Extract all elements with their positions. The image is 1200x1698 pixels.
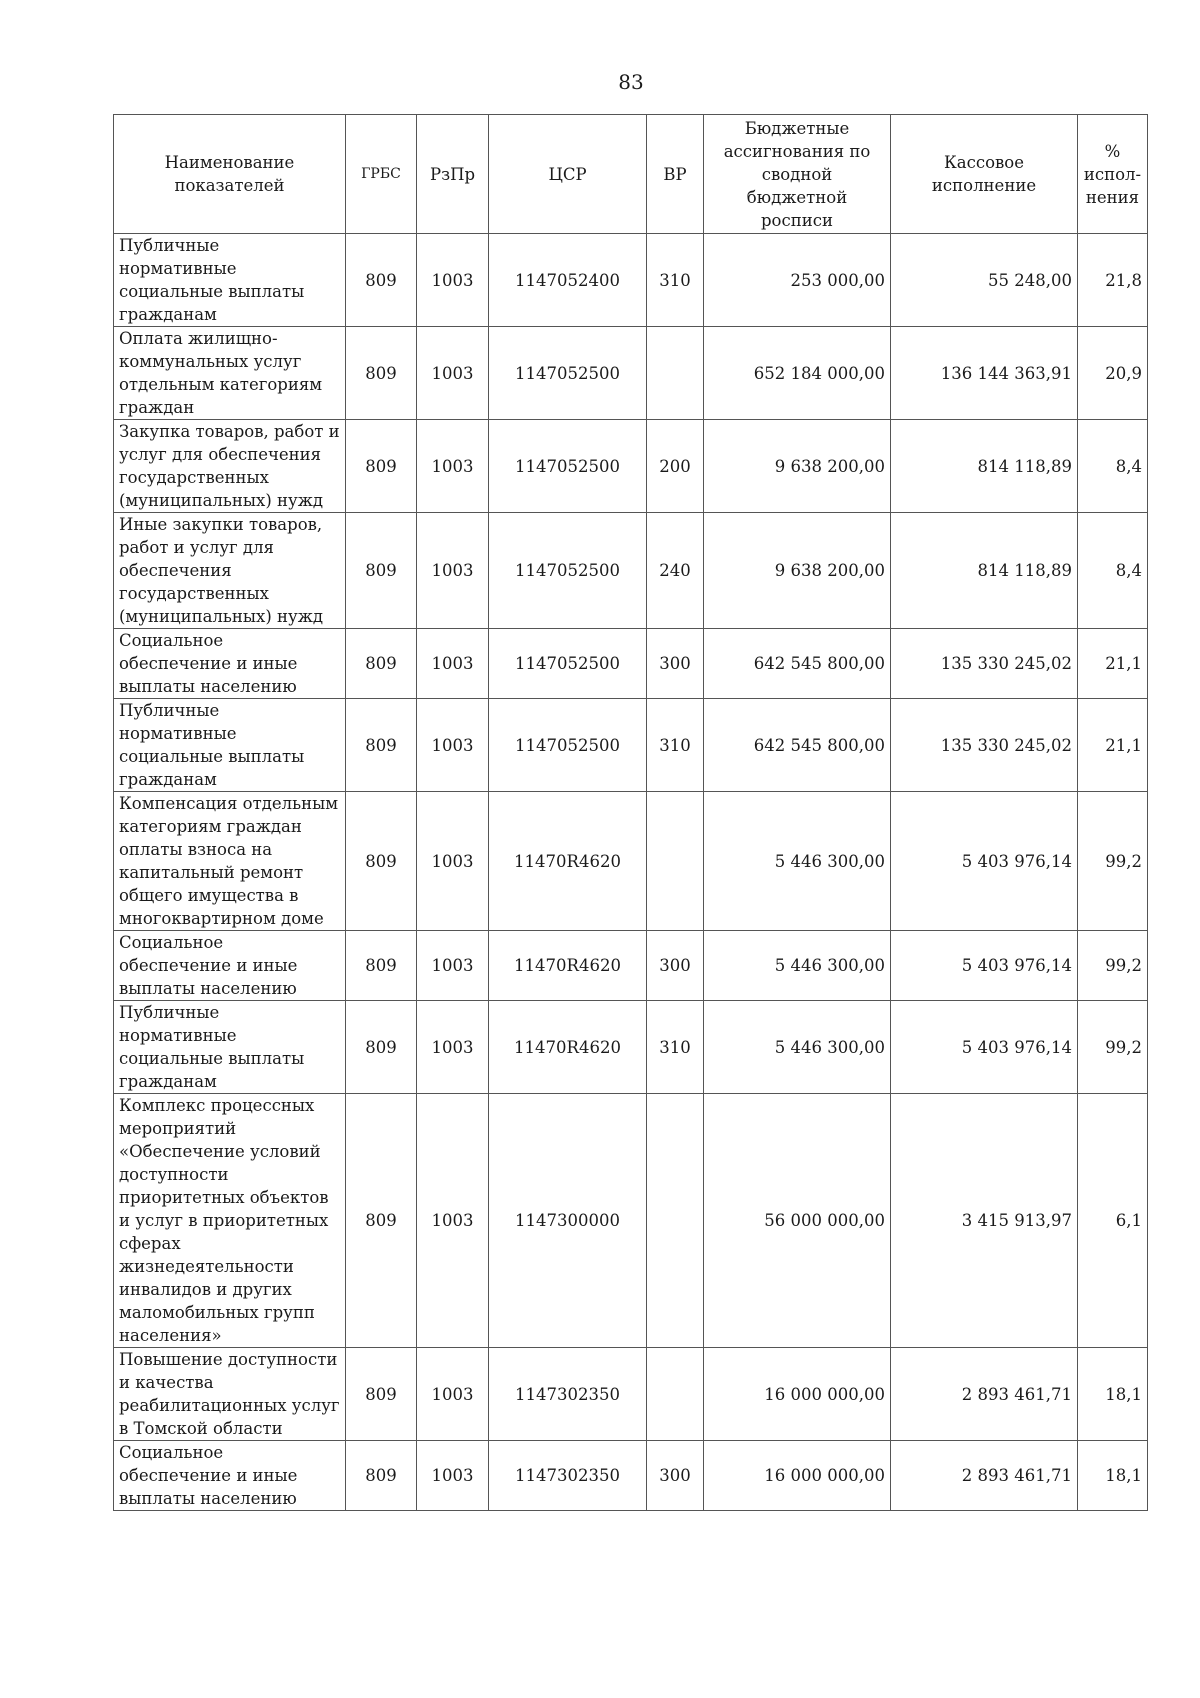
cell-name: Социальное обеспечение и иные выплаты населению (114, 931, 346, 1001)
cell-vr (647, 792, 704, 931)
cell-budget-allocation: 5 446 300,00 (704, 931, 891, 1001)
cell-cash-execution: 3 415 913,97 (891, 1094, 1078, 1348)
cell-name: Закупка товаров, работ и услуг для обеспечения государственных (муниципальных) нужд (114, 420, 346, 513)
cell-grbs: 809 (346, 420, 417, 513)
cell-budget-allocation: 16 000 000,00 (704, 1441, 891, 1511)
cell-rzpr: 1003 (417, 234, 489, 327)
cell-execution-percent: 6,1 (1078, 1094, 1148, 1348)
cell-grbs: 809 (346, 1094, 417, 1348)
table-row (114, 327, 1148, 420)
cell-name: Оплата жилищно-коммунальных услуг отдельным категориям граждан (114, 327, 346, 420)
table-row (114, 1348, 1148, 1441)
header-grbs: ГРБС (346, 115, 417, 234)
cell-cash-execution: 5 403 976,14 (891, 792, 1078, 931)
cell-execution-percent: 99,2 (1078, 931, 1148, 1001)
cell-grbs: 809 (346, 1001, 417, 1094)
cell-name: Повышение доступности и качества реабилитационных услуг в Томской области (114, 1348, 346, 1441)
cell-execution-percent: 21,1 (1078, 629, 1148, 699)
cell-vr (647, 327, 704, 420)
cell-grbs: 809 (346, 629, 417, 699)
cell-csr: 1147300000 (489, 1094, 647, 1348)
cell-csr: 1147052500 (489, 420, 647, 513)
cell-grbs: 809 (346, 1441, 417, 1511)
cell-execution-percent: 21,8 (1078, 234, 1148, 327)
cell-csr: 1147052400 (489, 234, 647, 327)
table-row (114, 629, 1148, 699)
cell-name: Социальное обеспечение и иные выплаты населению (114, 1441, 346, 1511)
cell-grbs: 809 (346, 931, 417, 1001)
cell-budget-allocation: 642 545 800,00 (704, 699, 891, 792)
cell-vr: 200 (647, 420, 704, 513)
header-vr: ВР (647, 115, 704, 234)
cell-execution-percent: 99,2 (1078, 1001, 1148, 1094)
cell-execution-percent: 99,2 (1078, 792, 1148, 931)
header-cash: Кассовое исполнение (891, 115, 1078, 234)
cell-budget-allocation: 652 184 000,00 (704, 327, 891, 420)
header-csr: ЦСР (489, 115, 647, 234)
cell-cash-execution: 5 403 976,14 (891, 931, 1078, 1001)
cell-rzpr: 1003 (417, 327, 489, 420)
cell-name: Иные закупки товаров, работ и услуг для обеспечения государственных (муниципальных) нужд (114, 513, 346, 629)
page-number: 83 (618, 70, 644, 94)
table-row (114, 699, 1148, 792)
cell-rzpr: 1003 (417, 931, 489, 1001)
cell-rzpr: 1003 (417, 513, 489, 629)
cell-vr: 310 (647, 699, 704, 792)
cell-budget-allocation: 16 000 000,00 (704, 1348, 891, 1441)
cell-csr: 1147302350 (489, 1348, 647, 1441)
header-pct: % испол-нения (1078, 115, 1148, 234)
cell-execution-percent: 21,1 (1078, 699, 1148, 792)
cell-cash-execution: 135 330 245,02 (891, 699, 1078, 792)
table-row (114, 234, 1148, 327)
cell-budget-allocation: 9 638 200,00 (704, 420, 891, 513)
table-row (114, 420, 1148, 513)
cell-cash-execution: 136 144 363,91 (891, 327, 1078, 420)
header-budget: Бюджетные ассигнования по сводной бюджетной росписи (704, 115, 891, 234)
cell-budget-allocation: 5 446 300,00 (704, 792, 891, 931)
budget-execution-table (113, 114, 1148, 1511)
table-header-row (114, 115, 1148, 234)
header-rzpr: РзПр (417, 115, 489, 234)
cell-grbs: 809 (346, 513, 417, 629)
cell-rzpr: 1003 (417, 420, 489, 513)
cell-name: Публичные нормативные социальные выплаты гражданам (114, 1001, 346, 1094)
cell-vr: 310 (647, 234, 704, 327)
cell-grbs: 809 (346, 792, 417, 931)
cell-vr: 300 (647, 1441, 704, 1511)
table-row (114, 513, 1148, 629)
cell-csr: 1147052500 (489, 699, 647, 792)
cell-vr (647, 1094, 704, 1348)
cell-rzpr: 1003 (417, 699, 489, 792)
cell-grbs: 809 (346, 234, 417, 327)
cell-name: Комплекс процессных мероприятий «Обеспечение условий доступности приоритетных объектов и услуг в приоритетных сферах жизнедеятельности инвалидов и других маломобильных групп населения» (114, 1094, 346, 1348)
cell-csr: 11470R4620 (489, 1001, 647, 1094)
table-row (114, 931, 1148, 1001)
cell-grbs: 809 (346, 1348, 417, 1441)
cell-budget-allocation: 9 638 200,00 (704, 513, 891, 629)
cell-csr: 11470R4620 (489, 931, 647, 1001)
cell-csr: 1147052500 (489, 327, 647, 420)
cell-csr: 1147052500 (489, 629, 647, 699)
cell-rzpr: 1003 (417, 1094, 489, 1348)
cell-rzpr: 1003 (417, 1441, 489, 1511)
cell-execution-percent: 20,9 (1078, 327, 1148, 420)
cell-vr: 310 (647, 1001, 704, 1094)
table-row (114, 792, 1148, 931)
cell-csr: 1147052500 (489, 513, 647, 629)
cell-budget-allocation: 5 446 300,00 (704, 1001, 891, 1094)
cell-execution-percent: 8,4 (1078, 420, 1148, 513)
cell-cash-execution: 2 893 461,71 (891, 1441, 1078, 1511)
cell-rzpr: 1003 (417, 792, 489, 931)
cell-csr: 11470R4620 (489, 792, 647, 931)
cell-grbs: 809 (346, 699, 417, 792)
cell-rzpr: 1003 (417, 629, 489, 699)
cell-cash-execution: 5 403 976,14 (891, 1001, 1078, 1094)
cell-cash-execution: 814 118,89 (891, 420, 1078, 513)
cell-name: Социальное обеспечение и иные выплаты населению (114, 629, 346, 699)
table-row (114, 1441, 1148, 1511)
cell-cash-execution: 55 248,00 (891, 234, 1078, 327)
cell-vr: 240 (647, 513, 704, 629)
cell-vr: 300 (647, 629, 704, 699)
cell-cash-execution: 814 118,89 (891, 513, 1078, 629)
cell-cash-execution: 2 893 461,71 (891, 1348, 1078, 1441)
cell-grbs: 809 (346, 327, 417, 420)
cell-vr (647, 1348, 704, 1441)
cell-rzpr: 1003 (417, 1348, 489, 1441)
cell-name: Публичные нормативные социальные выплаты гражданам (114, 234, 346, 327)
cell-execution-percent: 18,1 (1078, 1348, 1148, 1441)
cell-rzpr: 1003 (417, 1001, 489, 1094)
table-row (114, 1001, 1148, 1094)
cell-vr: 300 (647, 931, 704, 1001)
cell-budget-allocation: 642 545 800,00 (704, 629, 891, 699)
header-name: Наименование показателей (114, 115, 346, 234)
cell-execution-percent: 8,4 (1078, 513, 1148, 629)
table-row (114, 1094, 1148, 1348)
cell-name: Публичные нормативные социальные выплаты гражданам (114, 699, 346, 792)
cell-budget-allocation: 253 000,00 (704, 234, 891, 327)
cell-csr: 1147302350 (489, 1441, 647, 1511)
cell-cash-execution: 135 330 245,02 (891, 629, 1078, 699)
cell-budget-allocation: 56 000 000,00 (704, 1094, 891, 1348)
cell-name: Компенсация отдельным категориям граждан оплаты взноса на капитальный ремонт общего имущества в многоквартирном доме (114, 792, 346, 931)
cell-execution-percent: 18,1 (1078, 1441, 1148, 1511)
